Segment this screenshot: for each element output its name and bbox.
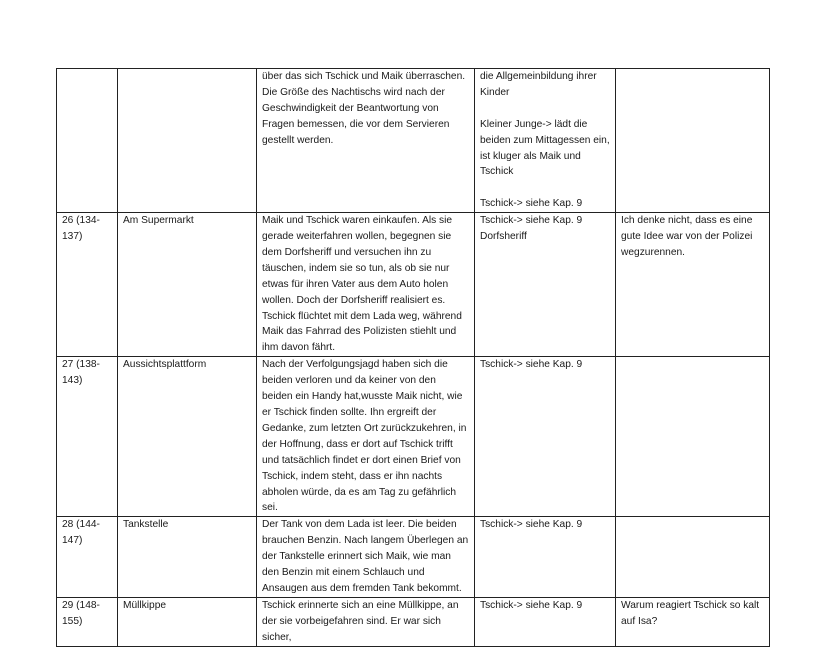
content-cell: Der Tank von dem Lada ist leer. Die beiden brauchen Benzin. Nach langem Überlegen an der Tankstelle erinnert sich Maik, wie man den Benzin mit einem Schlauch und Ansaugen aus dem fremden Tank bekommt.: [257, 517, 475, 598]
location-cell: [118, 69, 257, 213]
table-row: [57, 69, 770, 213]
notes-cell: [616, 69, 770, 213]
chapter-cell: 27 (138-143): [57, 357, 118, 517]
characters-text: Kleiner Junge-> lädt die beiden zum Mittagessen ein, ist kluger als Maik und Tschick: [480, 118, 610, 178]
location-cell: Tankstelle: [118, 517, 257, 598]
chapter-cell: 29 (148-155): [57, 597, 118, 646]
characters-text: die Allgemeinbildung ihrer Kinder: [480, 71, 597, 98]
content-cell: Maik und Tschick waren einkaufen. Als sie gerade weiterfahren wollen, begegnen sie dem Dorfsheriff und versuchen ihn zu täuschen, indem sie so tun, als ob sie nur etwas für ihren Vater aus dem Auto holen wollen. Doch der Dorfsheriff realisiert es. Tschick flüchtet mit dem Lada weg, während Maik das Fahrrad des Polizisten stiehlt und ihm davon fährt.: [257, 213, 475, 357]
characters-cell: Tschick-> siehe Kap. 9: [475, 597, 616, 646]
notes-cell: Ich denke nicht, dass es eine gute Idee war von der Polizei wegzurennen.: [616, 213, 770, 357]
notes-cell: Warum reagiert Tschick so kalt auf Isa?: [616, 597, 770, 646]
characters-cell: Tschick-> siehe Kap. 9 Dorfsheriff: [475, 213, 616, 357]
notes-cell: [616, 357, 770, 517]
characters-cell: Tschick-> siehe Kap. 9: [475, 357, 616, 517]
location-cell: Am Supermarkt: [118, 213, 257, 357]
notes-cell: [616, 517, 770, 598]
table-row: [57, 517, 770, 598]
content-cell: über das sich Tschick und Maik überraschen. Die Größe des Nachtischs wird nach der Geschwindigkeit der Beantwortung von Fragen bemessen, die vor dem Servieren gestellt werden.: [257, 69, 475, 213]
table-row: [57, 597, 770, 646]
content-cell: Nach der Verfolgungsjagd haben sich die beiden verloren und da keiner von den beiden ein Handy hat,wusste Maik nicht, wie er Tschick finden sollte. Ihn ergreift der Gedanke, zum letzten Ort zurückzukehren, in der Hoffnung, dass er dort auf Tschick trifft und tatsächlich findet er dort einen Brief von Tschick, indem steht, dass er ihn nachts abholen würde, da es am Tag zu gefährlich sei.: [257, 357, 475, 517]
chapter-cell: 28 (144-147): [57, 517, 118, 598]
chapter-cell: [57, 69, 118, 213]
chapter-table: [56, 68, 770, 647]
characters-cell: Tschick-> siehe Kap. 9: [475, 517, 616, 598]
characters-text: Tschick-> siehe Kap. 9: [480, 198, 583, 210]
table-row: [57, 213, 770, 357]
location-cell: Müllkippe: [118, 597, 257, 646]
table-row: [57, 357, 770, 517]
content-cell: Tschick erinnerte sich an eine Müllkippe, an der sie vorbeigefahren sind. Er war sich sicher,: [257, 597, 475, 646]
chapter-cell: 26 (134-137): [57, 213, 118, 357]
characters-cell: [475, 69, 616, 213]
location-cell: Aussichtsplattform: [118, 357, 257, 517]
